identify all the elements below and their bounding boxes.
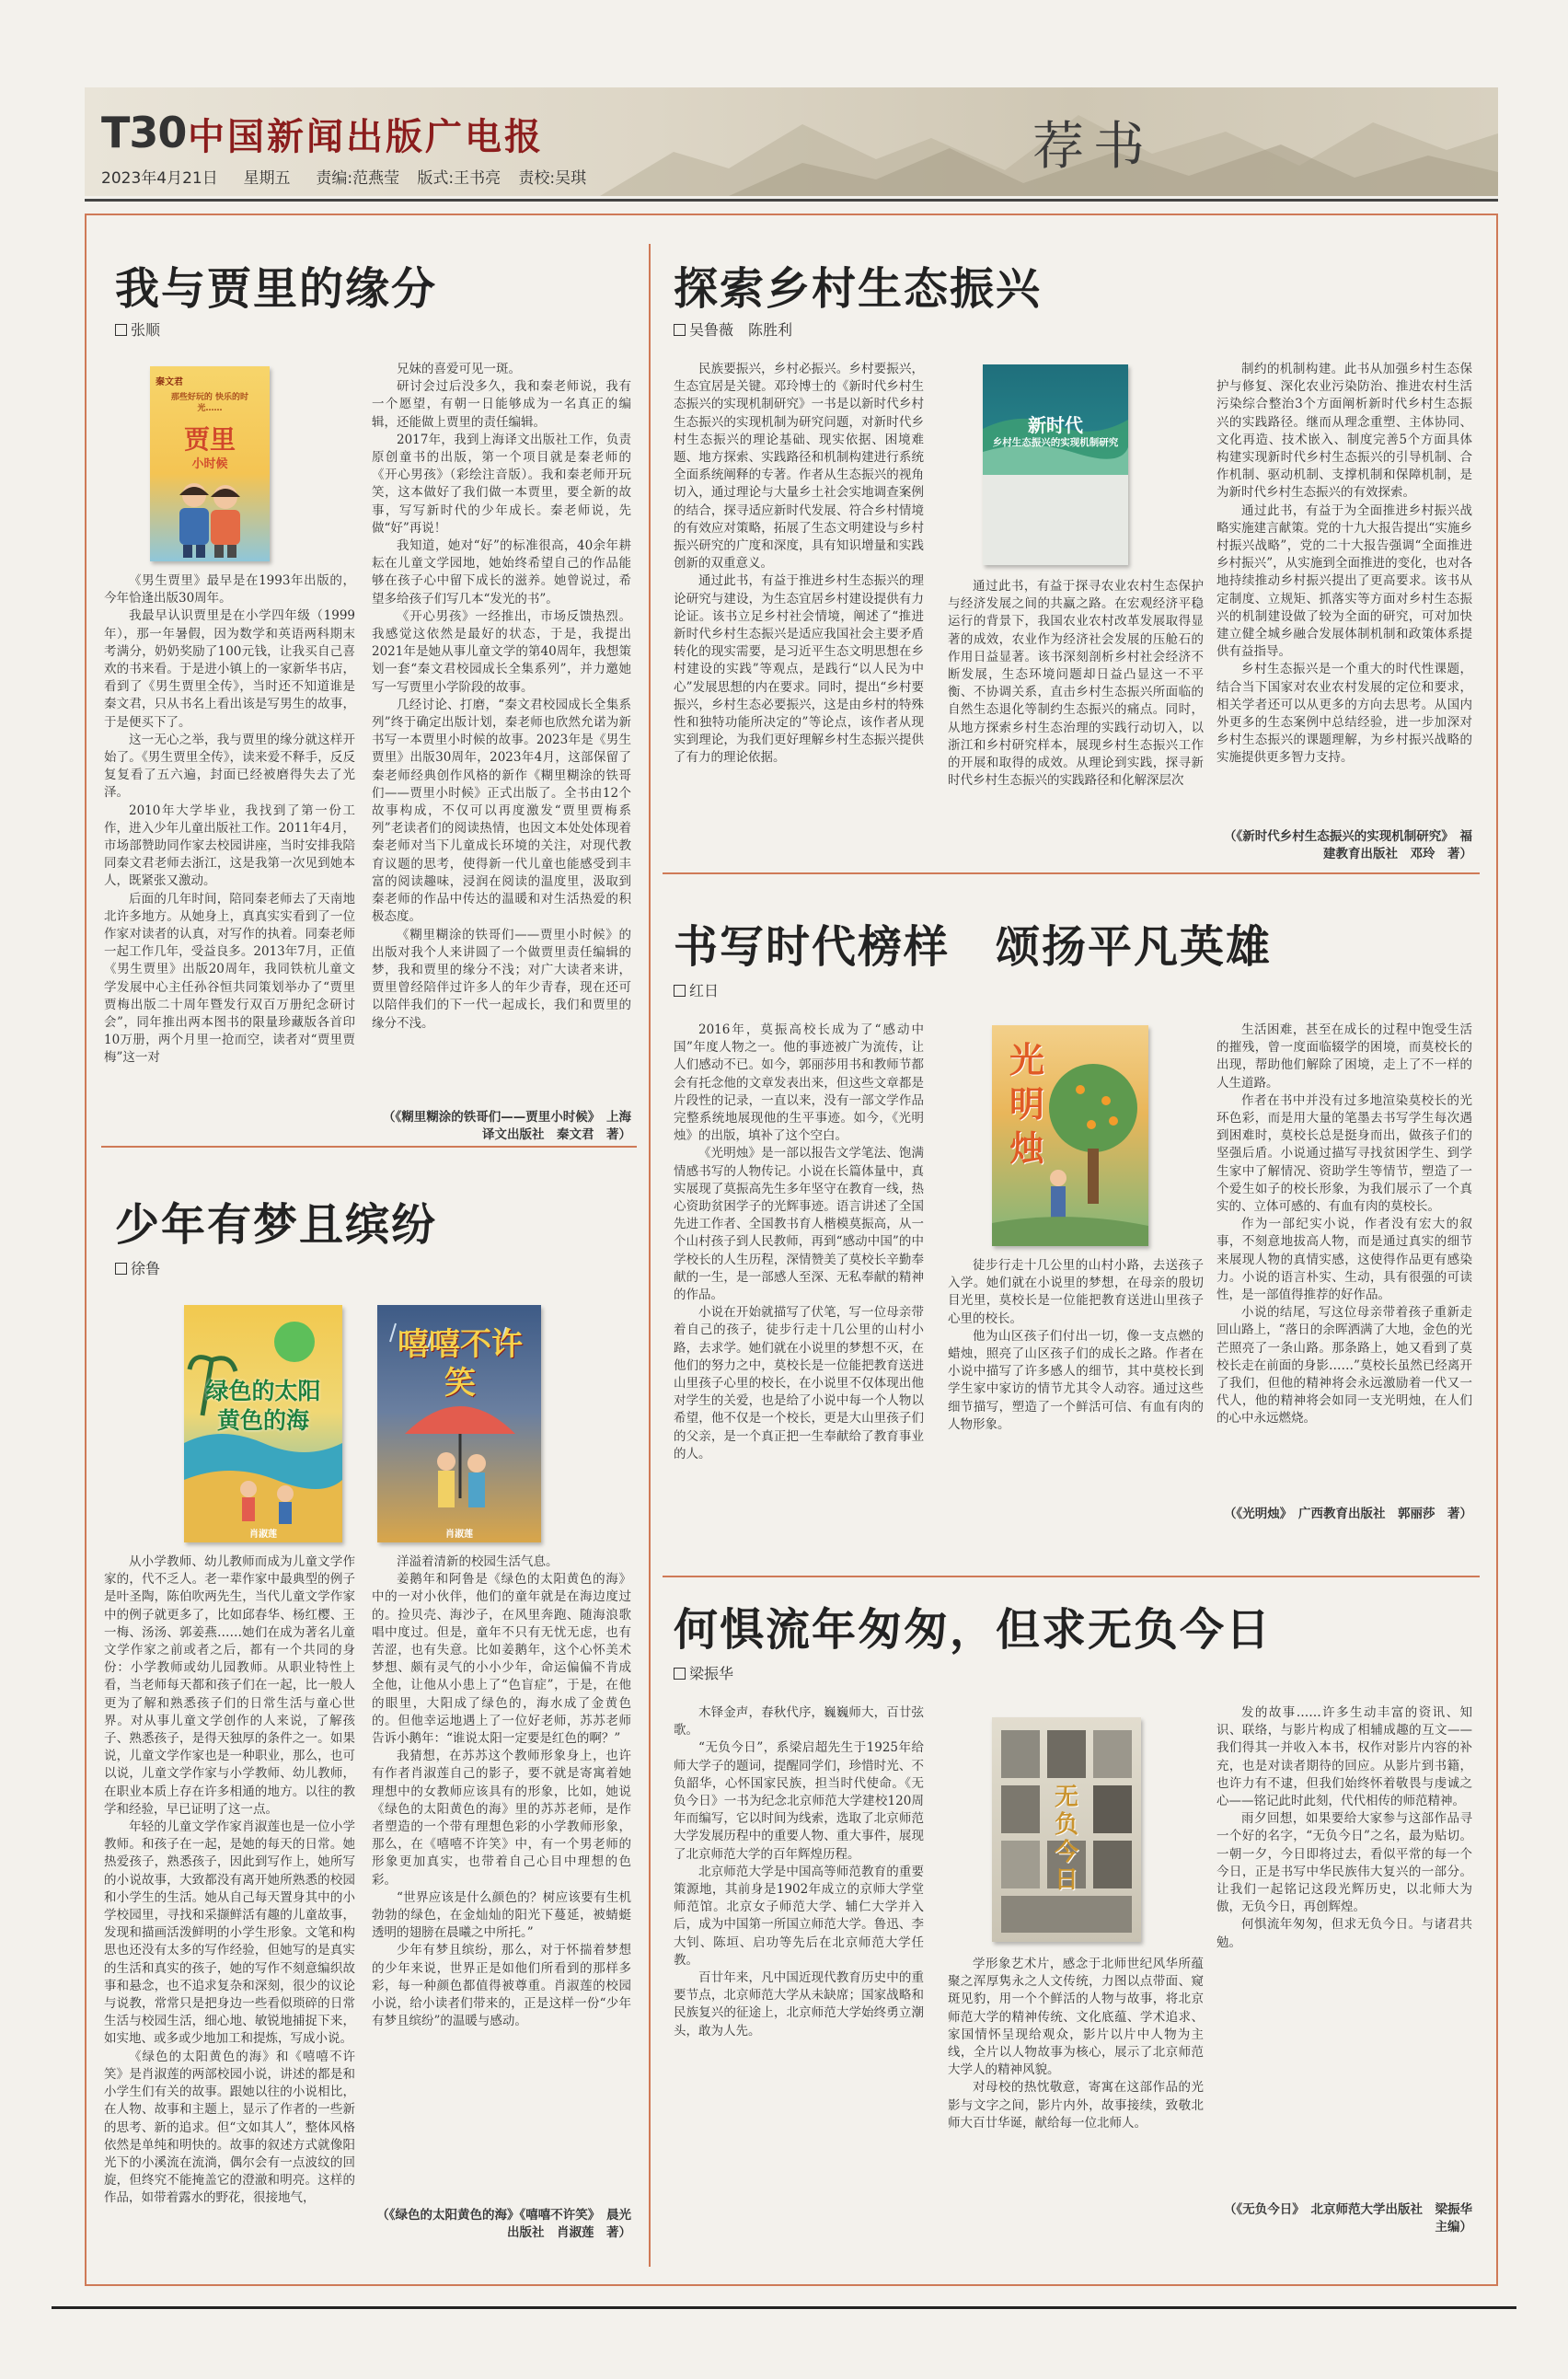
paragraph: 小说在开始就描写了伏笔，写一位母亲带着自己的孩子，徒步行走十几公里的山村小路，去求学。她们就在小说里的梦想不灭，在他们的努力之中，莫校长是一位能把教育送进山里孩子心里的校长，在小说里不仅体现出他对学生的关爱，也是给了小说中每一个人物以希望，他不仅是一个校长，更是大山里孩子们的父亲，是一个真正把一生奉献给了教育事业的人。 [674, 1305, 924, 1461]
paragraph: 通过此书，有益于推进乡村生态振兴的理论研究与建设，为生态宜居乡村建设提供有力论证。该书立足乡村社会情境，阐述了“推进新时代乡村生态振兴是适应我国社会主要矛盾转化的现实需要，是习近平生态文明思想在乡村建设的实践”等观点，是践行“以人民为中心”发展思想的内在要求。同时，提出“乡村要振兴，乡村生态必要振兴，这是由乡村的特殊性和独特功能所决定的”等论点，该作者从现实到理论，为我们更好理解乡村生态振兴提供了有力的理论依据。 [674, 573, 924, 766]
article-column [372, 1553, 631, 2202]
layout-credit: 版式:王书亮 [417, 169, 502, 188]
paragraph: 发的故事……许多生动丰富的资讯、知识、联络，与影片构成了相辅成趣的互文——我们得其一并收入本书，权作对影片内容的补充，也是对读者期待的回应。从影片到书籍，也许力有不逮，但我们始终怀着敬畏与虔诚之心——铭记此时此刻，代代相传的师范精神。 [1216, 1705, 1472, 1809]
paragraph: 民族要振兴，乡村必振兴。乡村要振兴，生态宜居是关键。邓玲博士的《新时代乡村生态振兴的实现机制研究》一书是以新时代乡村生态振兴的实现机制为研究问题，对新时代乡村生态振兴的理论基础、现实依据、困境难题、地方探索、实践路径和机制构建进行系统全面系统阐释的专著。作者从生态振兴的视角切入，通过理论与大量乡土社会实地调查案例的结合，探寻适应新时代发展、符合乡村情境的有效应对策略，拓展了生态文明建设与乡村振兴研究的广度和深度，具有知识增量和实践创新的双重意义。 [674, 362, 924, 572]
book-credit: （《糊里糊涂的铁哥们——贾里小时候》 上海译文出版社 秦文君 著） [383, 1110, 631, 1142]
paragraph: 学形象艺术片，感念于北师世纪风华所蕴聚之浑厚隽永之人文传统，力图以点带面、窥斑见豹，用一个个鲜活的人物与故事，将北京师范大学的精神传统、文化底蕴、学术追求、家国情怀呈现给观众，影片以片中人物为主线，全片以人物故事为核心，展示了北京师范大学人的精神风貌。 [948, 1957, 1204, 2078]
paragraph: 2017年，我到上海译文出版社工作，负责原创童书的出版，第一个项目就是秦老师的《开心男孩》（彩绘注音版）。我和秦老师开玩笑，这本做好了我们做一本贾里，要全新的故事，写写新时代的少年成长。秦老师说，先做“好”再说！ [372, 432, 631, 536]
article-divider [101, 1146, 637, 1148]
cover-title: 绿色的太阳 黄色的海 [205, 1378, 321, 1434]
paragraph: 从小学教师、幼儿教师而成为儿童文学作家的，代不乏人。老一辈作家中最典型的例子是叶圣陶，陈伯吹两先生，当代儿童文学作家中的例子就更多了，比如邱春华、杨红樱、王一梅、汤汤、郭姜燕……她们在成为著名儿童文学作家之前或者之后，都有一个共同的身份：小学教师或幼儿园教师。从职业特性上看，当老师每天都和孩子们在一起，比一般人更为了解和熟悉孩子们的日常生活与童心世界。对从事儿童文学创作的人来说，了解孩子、熟悉孩子，是得天独厚的条件之一。如果说，儿童文学作家也是一种职业，那么，也可以说，儿童文学作家与小学教师、幼儿教师，在职业本质上存在许多相通的地方。以往的教学和经验，早已证明了这一点。 [104, 1554, 355, 1817]
article-column [104, 572, 355, 1106]
paragraph: 2016年，莫振高校长成为了“感动中国”年度人物之一。他的事迹被广为流传，让人们感动不已。如今，郭丽莎用书和教师节都会有托念他的文章发表出来，但这些文章都是片段性的记录，一直以来，没有一部文学作品完整系统地展现他的生平事迹。如今，《光明烛》的出版，填补了这个空白。 [674, 1022, 924, 1144]
cover-subtitle-2: 小时候 [191, 457, 228, 471]
cover-subtitle: 乡村生态振兴的实现机制研究 [992, 437, 1119, 448]
article-title: 探索乡村生态振兴 [674, 263, 1043, 315]
paragraph: 我知道，她对“好”的标准很高，40余年耕耘在儿童文学园地，她始终希望自己的作品能够在孩子心中留下成长的滋养。她曾说过，希望多给孩子们写几本“发光的书”。 [372, 538, 631, 606]
paragraph: 这一无心之举，我与贾里的缘分就这样开始了。《男生贾里全传》，读来爱不释手，反反复复看了五六遍，封面已经被磨得失去了光泽。 [104, 732, 355, 801]
issue-date: 2023年4月21日 [101, 169, 218, 188]
article-column [948, 1257, 1204, 1556]
article-column [674, 1022, 924, 1546]
article-column [1216, 1704, 1472, 2178]
masthead [85, 87, 1498, 196]
paragraph: 姜鹅年和阿鲁是《绿色的太阳黄色的海》中的一对小伙伴，他们的童年就是在海边度过的。捡贝壳、海沙子，在风里奔跑、随海浪歌唱中度过。但是，童年不只有无忧无虑，也有苦涩，也有失意。比如姜鹅年，这个心怀美术梦想、颇有灵气的小小少年，命运偏偏不肯成全他，让他从小患上了“色盲症”，于是，在他的眼里，大阳成了绿色的，海水成了金黄色的。但他幸运地遇上了一位好老师，苏苏老师告诉小鹅年：“谁说太阳一定要是红色的啊？” [372, 1572, 631, 1747]
article-column [1216, 1022, 1472, 1498]
cover-author: 秦文君 [156, 377, 183, 387]
book-cover-jiali [150, 366, 270, 561]
paragraph: 生活困难，甚至在成长的过程中饱受生活的摧残，曾一度面临辍学的困境，而莫校长的出现，帮助他们解除了困境，走上了不一样的人生道路。 [1216, 1022, 1472, 1091]
section-title: 荐书 [1032, 117, 1154, 177]
article-column [948, 578, 1204, 859]
column-divider [649, 244, 651, 2267]
paragraph: 后面的几年时间，陪同秦老师去了天南地北许多地方。从她身上，真真实实看到了一位作家对读者的认真，对写作的执着。同秦老师一起工作几年，受益良多。2013年7月，正值《男生贾里》出版20周年，我同铁杭儿童文学发展中心主任孙谷恒共同策划举办了“贾里贾梅出版二十周年暨发行双百万册纪念研讨会”，同年推出两本图书的限量珍藏版各首印10万册，两个月里一抢而空，读者对“贾里贾梅”这一对 [104, 891, 355, 1066]
article-author: 吴鲁薇 陈胜利 [674, 318, 792, 340]
article-author: 张顺 [115, 318, 160, 340]
paragraph: 研讨会过后没多久，我和秦老师说，我有一个愿望，有朝一日能够成为一名真正的编辑，还能做上贾里的责任编辑。 [372, 379, 631, 430]
cover-author: 肖淑莲 [249, 1530, 277, 1540]
paragraph: 几经讨论、打磨，“秦文君校园成长全集系列”终于确定出版计划，秦老师也欣然允诺为新书写一本贾里小时候的故事。2023年是《男生贾里》出版30周年，2023年4月，这部保留了秦老师经典创作风格的新作《糊里糊涂的铁哥们——贾里小时候》正式出版了。全书由12个故事构成，不仅可以再度激发“贾里贾梅系列”老读者们的阅读热情，也因文本处处体现着秦老师对当下儿童成长环境的关注，对现代教育议题的思考，使得新一代儿童也能感受到丰富的阅读趣味，浸润在阅读的温度里，汲取到秦老师的作品中传达的温暖和对生活热爱的积极态度。 [372, 697, 631, 925]
article-column [948, 1956, 1204, 2255]
paragraph: 小说的结尾，写这位母亲带着孩子重新走回山路上，“落日的余晖洒满了大地，金色的光芒照亮了一条山路。那条路上，她又看到了莫校长走在前面的身影……”莫校长虽然已经离开了我们，但他的精神将会永远激励着一代又一代人，他的精神将会如同一支光明烛，在人们的心中永远燃烧。 [1216, 1305, 1472, 1426]
article-column [1216, 361, 1472, 826]
paragraph: 通过此书，有益于探寻农业农村生态保护与经济发展之间的共赢之路。在宏观经济平稳运行的背景下，我国农业农村改革发展取得显著的成效，农业作为经济社会发展的压舱石的作用日益显著。该书深刻剖析乡村社会经济不断发展，生态环境问题却日益凸显这一不平衡、不协调关系，直击乡村生态振兴所面临的自然生态退化等制约生态振兴的痛点。同时，从地方探索乡村生态治理的实践行动切入，以浙江和乡村研究样本，展现乡村生态振兴工作的开展和取得的成效。从理论到实践，探寻新时代乡村生态振兴的实践路径和化解深层次 [948, 579, 1204, 789]
article-column [104, 1553, 355, 2225]
article-author: 梁振华 [674, 1662, 733, 1683]
paragraph: 作者在书中并没有过多地渲染莫校长的光环色彩，而是用大量的笔墨去书写学生每次遇到困难时，莫校长总是挺身而出，做孩子们的坚强后盾。小说通过描写寻找贫困学生、到学生家中了解情况、资助学生等情节，塑造了一个爱生如子的校长形象，为我们展示了一个真实的、立体可感的、有血有肉的莫校长。 [1216, 1092, 1472, 1215]
paragraph: 制约的机制构建。此书从加强乡村生态保护与修复、深化农业污染防治、推进农村生活污染综合整治3个方面阐析新时代乡村生态振兴的实践路径。继而从理念重塑、主体协同、文化再造、技术嵌入、制度完善5个方面具体构建实现新时代乡村生态振兴的引导机制、合作机制、驱动机制、支撑机制和保障机制，是为新时代乡村生态振兴的有效探索。 [1216, 362, 1472, 501]
page-number: T30 [101, 108, 187, 157]
cover-title: 贾里 [183, 424, 236, 455]
paragraph: 何惧流年匆匆，但求无负今日。与诸君共勉。 [1216, 1917, 1472, 1950]
cover-author: 肖淑莲 [445, 1530, 473, 1540]
paragraph: 徒步行走十几公里的山村小路，去送孩子入学。她们就在小说里的梦想，在母亲的殷切目光里，莫校长是一位能把教育送进山里孩子心里的校长。 [948, 1258, 1204, 1326]
cover-title: 光明烛 [1009, 1040, 1044, 1169]
book-cover-wufu-jinri [992, 1717, 1141, 1942]
paragraph: 对母校的热忱敬意，寄寓在这部作品的光影与文字之间，影片内外，故事接续，致敬北师大百廿华诞，献给每一位北师人。 [948, 2080, 1204, 2131]
paragraph: 年轻的儿童文学作家肖淑莲也是一位小学教师。和孩子在一起，是她的每天的日常。她热爱孩子，熟悉孩子，因此到写作上，她所写的小说故事，大致都没有离开她所熟悉的校园和小学生的生活。她从自己每天置身其中的小学校园里，寻找和采撷鲜活有趣的儿童故事，发现和描画活泼鲜明的小学生形象。文笔和构思也还没有太多的写作经验，但她写的是真实的生活和真实的孩子，她的写作不刻意编织故事和悬念，也不追求复杂和深刻，很少的议论与说教，常常只是把身边一些看似琐碎的日常生活与校园生活，细心地、敏锐地捕捉下来，如实地、或多或少地加工和提炼，写成小说。 [104, 1819, 355, 2047]
paragraph: 北京师范大学是中国高等师范教育的重要策源地，其前身是1902年成立的京师大学堂师范馆。北京女子师范大学、辅仁大学并入后，成为中国第一所国立师范大学。鲁迅、李大钊、陈垣、启功等先后在北京师范大学任教。 [674, 1864, 924, 1968]
article-column [372, 361, 631, 1106]
book-cover-rural-ecology [983, 364, 1128, 565]
paragraph: 《糊里糊涂的铁哥们——贾里小时候》的出版对我个人来讲圆了一个做贾里责任编辑的梦，我和贾里的缘分不浅；对广大读者来讲，贾里曾经陪伴过许多人的年少青春，现在还可以陪伴我们的下一代一起成长，我们和贾里的缘分不浅。 [372, 927, 631, 1031]
book-cover-no-laughing [377, 1305, 541, 1542]
paragraph: 《绿色的太阳黄色的海》和《嘻嘻不许笑》是肖淑莲的两部校园小说，讲述的都是和小学生们有关的故事。跟她以往的小说相比，在人物、故事和主题上，显示了作者的一些新的思考、新的追求。但“文如其人”，整体风格依然是单纯和明快的。故事的叙述方式就像阳光下的小溪流在流淌，偶尔会有一点波纹的回旋，但终究不能掩盖它的澄澈和明亮。这样的作品，如带着露水的野花，很接地气， [104, 2049, 355, 2206]
paragraph: 雨夕回想，如果要给大家参与这部作品寻一个好的名字，“无负今日”之名，最为贴切。一朝一夕，今日即将过去，看似平常的每一个今日，正是书写中华民族伟大复兴的一部分。让我们一起铭记这段光辉历史，以北师大为傲，无负今日，再创辉煌。 [1216, 1811, 1472, 1915]
book-credit: （《绿色的太阳黄色的海》《嘻嘻不许笑》 晨光出版社 肖淑莲 著） [376, 2208, 631, 2240]
cover-subtitle: 那些好玩的 快乐的时光…… [170, 393, 249, 413]
paragraph: 我最早认识贾里是在小学四年级（1999年），那一年暑假，因为数学和英语两科期末考满分，奶奶奖励了100元钱，让我买自己喜欢的书来看。于是进小镇上的一家新华书店，看到了《男生贾里全传》，当时还不知道谁是秦文君，只从书名上看出该是写男生的故事，于是便买下了。 [104, 608, 355, 730]
footer-rule [52, 2306, 1516, 2309]
proof-credit: 责校:吴琪 [518, 169, 587, 188]
paragraph: 百廿年来，凡中国近现代教育历史中的重要节点，北京师范大学从未缺席；国家战略和民族复兴的征途上，北京师范大学始终勇立潮头，敢为人先。 [674, 1970, 924, 2038]
article-title: 我与贾里的缘分 [115, 263, 438, 315]
paragraph: 乡村生态振兴是一个重大的时代性课题，结合当下国家对农业农村发展的定位和要求，相关学者还可以从更多的方向去思考。从国内外更多的生态案例中总结经验，进一步加深对乡村生态振兴的课题理解，为乡村振兴战略的实施提供更多智力支持。 [1216, 662, 1472, 766]
issue-weekday: 星期五 [243, 169, 291, 188]
paragraph: “无负今日”，系梁启超先生于1925年给师大学子的题词，提醒同学们，珍惜时光、不负韶华，心怀国家民族，担当时代使命。《无负今日》一书为纪念北京师范大学建校120周年而编写，它以时间为线索，选取了北京师范大学发展历程中的重要人物、重大事件，展现了北京师范大学的百年辉煌历程。 [674, 1740, 924, 1862]
boys-illustration [167, 477, 254, 560]
paragraph: 洋溢着清新的校园生活气息。 [397, 1554, 559, 1569]
paragraph: 《男生贾里》最早是在1993年出版的，今年恰逢出版30周年。 [104, 573, 355, 606]
paragraph: 作为一部纪实小说，作者没有宏大的叙事，不刻意地拔高人物，而是通过真实的细节来展现人物的真情实感，这使得作品更有感染力。小说的语言朴实、生动，具有很强的可读性，是一部值得推荐的好作品。 [1216, 1217, 1472, 1303]
cover-title: 无负今日 [1054, 1784, 1078, 1894]
paragraph: 通过此书，有益于为全面推进乡村振兴战略实施建言献策。党的十九大报告提出“实施乡村振兴战略”，党的二十大报告强调“全面推进乡村振兴”，从实施到全面推进的变化，也对各地持续推动乡村振兴提出了更高要求。该书从定制度、立规矩、抓落实等方面对乡村生态振兴的机制建设做了较为全面的研究，可对加快建立健全城乡融合发展体制机制和政策体系提供有益指导。 [1216, 502, 1472, 660]
book-cover-guangmingzhu [992, 1025, 1148, 1246]
editor-credit: 责编:范燕莹 [316, 169, 400, 188]
book-credit: （《新时代乡村生态振兴的实现机制研究》 福建教育出版社 邓玲 著） [1224, 829, 1472, 861]
paragraph: 2010年大学毕业，我找到了第一份工作，进入少年儿童出版社工作。2011年4月，市场部赞助同作家去校园讲座，当时安排我陪同秦文君老师去浙江，这是我第一次见到她本人，既紧张又激动。 [104, 803, 355, 889]
paragraph: 少年有梦且缤纷，那么，对于怀揣着梦想的少年来说，世界正是如他们所看到的那样多彩，每一种颜色都值得被尊重。肖淑莲的校园小说，给小读者们带来的，正是这样一份“少年有梦且缤纷”的温暖与感动。 [372, 1943, 631, 2029]
article-author: 徐鲁 [115, 1257, 160, 1278]
newspaper-name: 中国新闻出版广电报 [188, 115, 544, 158]
article-divider [663, 1576, 1480, 1577]
article-column [674, 361, 924, 862]
article-title: 少年有梦且缤纷 [115, 1199, 438, 1251]
article-title: 书写时代榜样 颂扬平凡英雄 [674, 921, 1273, 973]
masthead-rule [85, 199, 1498, 202]
book-cover-green-sun [184, 1305, 342, 1542]
article-divider [663, 872, 1480, 874]
paragraph: 木铎金声，春秋代序，巍巍师大，百廿弦歌。 [674, 1705, 924, 1738]
paragraph: 我猜想，在苏苏这个教师形象身上，也许有作者肖淑莲自己的影子，要不就是寄寓着她理想中的女教师应该具有的形象，比如，她说《绿色的太阳黄色的海》里的苏苏老师，是作者塑造的一个带有理想色彩的小学教师形象，那么，在《嘻嘻不许笑》中，有一个男老师的形象更加真实，也带着自己心目中理想的色彩。 [372, 1749, 631, 1888]
article-title: 何惧流年匆匆，但求无负今日 [674, 1604, 1273, 1656]
article-column [674, 1704, 924, 2234]
paragraph: “世界应该是什么颜色的？树应该要有生机勃勃的绿色，在金灿灿的阳光下蔓延，被蜻蜓透明的翅膀在晨曦之中所托。” [372, 1889, 631, 1941]
cover-title: 嘻嘻不许笑 [398, 1326, 523, 1402]
cover-title: 新时代 [1028, 414, 1083, 436]
book-credit: （《无负今日》 北京师范大学出版社 梁振华 主编） [1224, 2202, 1485, 2235]
paragraph: 兄妹的喜爱可见一斑。 [397, 362, 521, 376]
paragraph: 他为山区孩子们付出一切，像一支点燃的蜡烛，照亮了山区孩子们的成长之路。作者在小说中描写了许多感人的细节，其中莫校长到学生家中家访的情节尤其令人动容。通过这些细节描写，塑造了一个鲜活可信、有血有肉的人物形象。 [948, 1328, 1204, 1432]
issue-info [101, 165, 586, 188]
book-credit: （《光明烛》 广西教育出版社 郭丽莎 著） [1224, 1507, 1472, 1521]
paragraph: 《开心男孩》一经推出，市场反馈热烈。我感觉这依然是最好的状态，于是，我提出2021年是她从事儿童文学的第40周年，我想策划一套“秦文君校园成长全集系列”，并力邀她写一写贾里小学阶段的故事。 [372, 608, 631, 695]
paragraph: 《光明烛》是一部以报告文学笔法、饱满情感书写的人物传记。小说在长篇体量中，真实展现了莫振高先生多年坚守在教育一线，热心资助贫困学子的光辉事迹。语言讲述了全国先进工作者、全国教书育人楷模莫振高，从一个山村孩子到人民教师，再到“感动中国”的中学校长的人生历程，深情赞美了莫校长辛勤奉献的一生，是一部感人至深、无私奉献的精神的作品。 [674, 1146, 924, 1303]
article-author: 红日 [674, 979, 719, 1000]
